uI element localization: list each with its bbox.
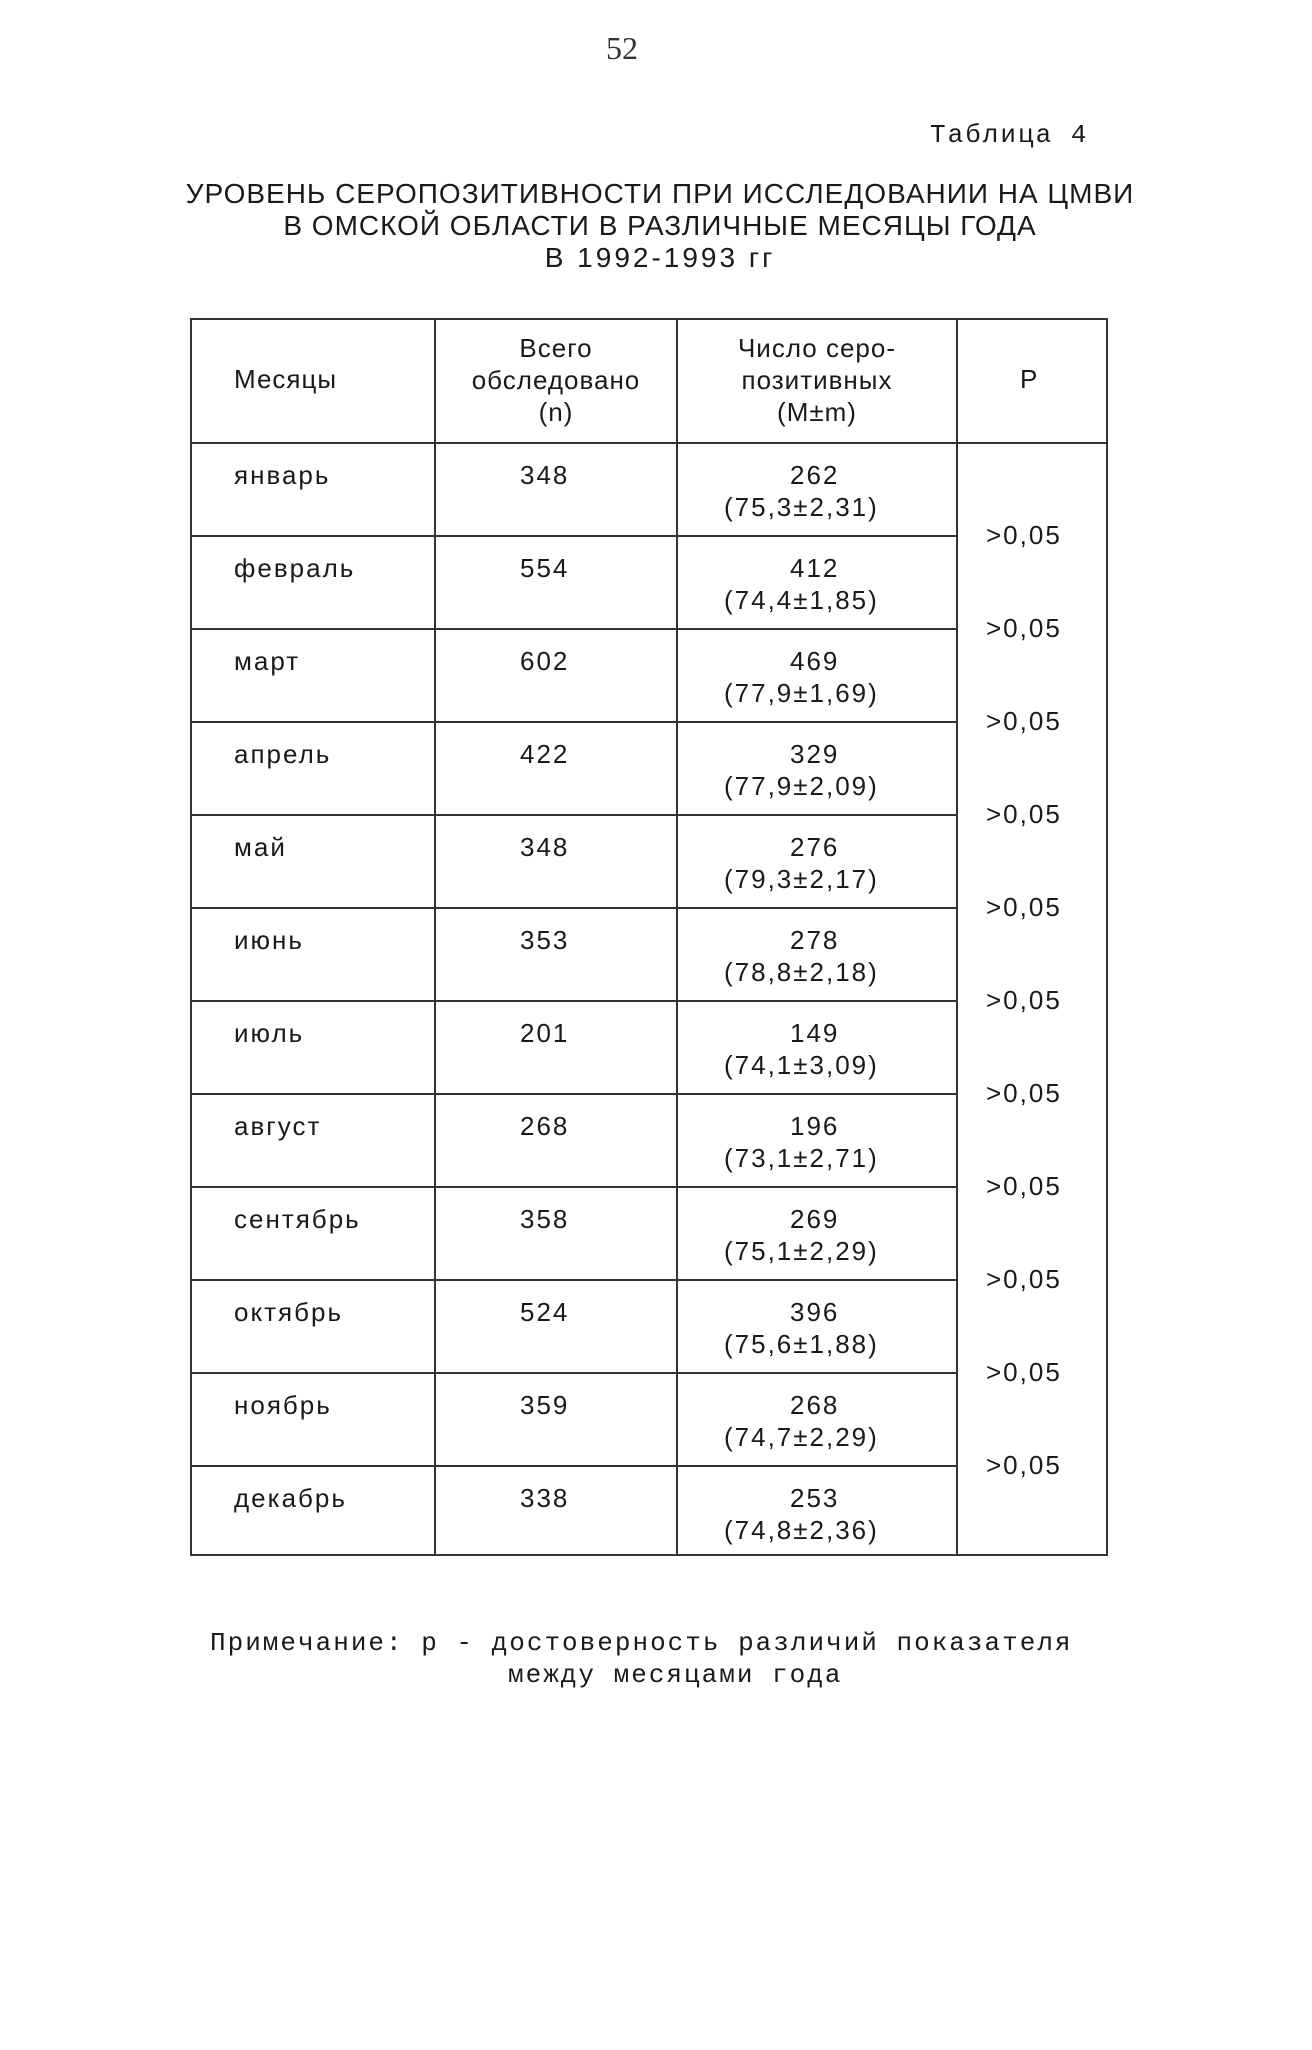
cell-total: 348 (520, 832, 570, 862)
cell-percent: (73,1±2,71) (724, 1143, 879, 1173)
header-total (436, 332, 676, 428)
table-label: Таблица 4 (930, 120, 1089, 150)
p-value: >0,05 (986, 613, 1062, 643)
p-value: >0,05 (986, 985, 1062, 1015)
header-seropositive (678, 332, 956, 428)
table-divider-1 (434, 318, 436, 1556)
row-divider (190, 1279, 958, 1281)
cell-count: 269 (790, 1204, 840, 1234)
cell-percent: (74,8±2,36) (724, 1515, 879, 1545)
row-divider (190, 814, 958, 816)
cell-percent: (74,7±2,29) (724, 1422, 879, 1452)
table-border-left (190, 318, 192, 1556)
p-value: >0,05 (986, 1078, 1062, 1108)
p-value: >0,05 (986, 706, 1062, 736)
cell-count: 196 (790, 1111, 840, 1141)
cell-month: август (234, 1111, 322, 1141)
table-divider-2 (676, 318, 678, 1556)
cell-percent: (77,9±2,09) (724, 771, 879, 801)
cell-count: 278 (790, 925, 840, 955)
header-p: P (1020, 364, 1040, 394)
table-border-bottom (190, 1554, 1108, 1556)
title-line-1: УРОВЕНЬ СЕРОПОЗИТИВНОСТИ ПРИ ИССЛЕДОВАНИИ НА ЦМВИ (185, 178, 1135, 209)
header-pos-line-1: Число серо- (737, 333, 897, 363)
header-total-line-1: Всего (519, 333, 593, 363)
row-divider (190, 907, 958, 909)
title-line-2: В ОМСКОЙ ОБЛАСТИ В РАЗЛИЧНЫЕ МЕСЯЦЫ ГОДА (283, 210, 1037, 241)
header-month: Месяцы (234, 364, 338, 394)
cell-percent: (77,9±1,69) (724, 678, 879, 708)
cell-count: 262 (790, 460, 840, 490)
row-divider (190, 1186, 958, 1188)
row-divider (190, 1465, 958, 1467)
p-value: >0,05 (986, 1264, 1062, 1294)
header-pos-line-2: позитивных (741, 365, 893, 395)
p-value: >0,05 (986, 892, 1062, 922)
p-value: >0,05 (986, 799, 1062, 829)
p-value: >0,05 (986, 1450, 1062, 1480)
p-value: >0,05 (986, 520, 1062, 550)
cell-count: 396 (790, 1297, 840, 1327)
cell-percent: (75,6±1,88) (724, 1329, 879, 1359)
table-border-top (190, 318, 1108, 320)
cell-count: 412 (790, 553, 840, 583)
cell-month: июнь (234, 925, 304, 955)
table-border-right (1106, 318, 1108, 1556)
cell-count: 276 (790, 832, 840, 862)
cell-percent: (78,8±2,18) (724, 957, 879, 987)
cell-month: декабрь (234, 1483, 347, 1513)
cell-month: март (234, 646, 301, 676)
cell-month: сентябрь (234, 1204, 361, 1234)
row-divider (190, 1093, 958, 1095)
header-divider (190, 442, 1108, 444)
page-number: 52 (606, 30, 638, 66)
cell-month: ноябрь (234, 1390, 332, 1420)
cell-total: 338 (520, 1483, 570, 1513)
table-divider-3 (956, 318, 958, 1556)
cell-month: апрель (234, 739, 332, 769)
note-line-1: Примечание: р - достоверность различий показателя (210, 1628, 1073, 1658)
cell-total: 554 (520, 553, 570, 583)
cell-month: февраль (234, 553, 356, 583)
row-divider (190, 535, 958, 537)
cell-total: 359 (520, 1390, 570, 1420)
header-total-line-3: (n) (538, 397, 574, 427)
cell-percent: (75,1±2,29) (724, 1236, 879, 1266)
cell-count: 149 (790, 1018, 840, 1048)
note-line-2: между месяцами года (508, 1660, 843, 1690)
row-divider (190, 1000, 958, 1002)
title-line-3: В 1992-1993 гг (544, 242, 776, 273)
row-divider (190, 628, 958, 630)
cell-total: 524 (520, 1297, 570, 1327)
cell-count: 329 (790, 739, 840, 769)
p-value: >0,05 (986, 1357, 1062, 1387)
cell-month: июль (234, 1018, 305, 1048)
cell-percent: (74,1±3,09) (724, 1050, 879, 1080)
cell-total: 602 (520, 646, 570, 676)
p-value: >0,05 (986, 1171, 1062, 1201)
cell-percent: (79,3±2,17) (724, 864, 879, 894)
cell-count: 268 (790, 1390, 840, 1420)
cell-percent: (74,4±1,85) (724, 585, 879, 615)
cell-total: 348 (520, 460, 570, 490)
cell-month: январь (234, 460, 331, 490)
cell-total: 422 (520, 739, 570, 769)
cell-count: 253 (790, 1483, 840, 1513)
data-table (190, 318, 1108, 1556)
row-divider (190, 721, 958, 723)
cell-month: октябрь (234, 1297, 344, 1327)
row-divider (190, 1372, 958, 1374)
header-pos-line-3: (M±m) (777, 397, 857, 427)
cell-total: 201 (520, 1018, 570, 1048)
cell-total: 268 (520, 1111, 570, 1141)
cell-total: 358 (520, 1204, 570, 1234)
cell-total: 353 (520, 925, 570, 955)
header-total-line-2: обследовано (471, 365, 641, 395)
cell-percent: (75,3±2,31) (724, 492, 879, 522)
cell-month: май (234, 832, 287, 862)
cell-count: 469 (790, 646, 840, 676)
